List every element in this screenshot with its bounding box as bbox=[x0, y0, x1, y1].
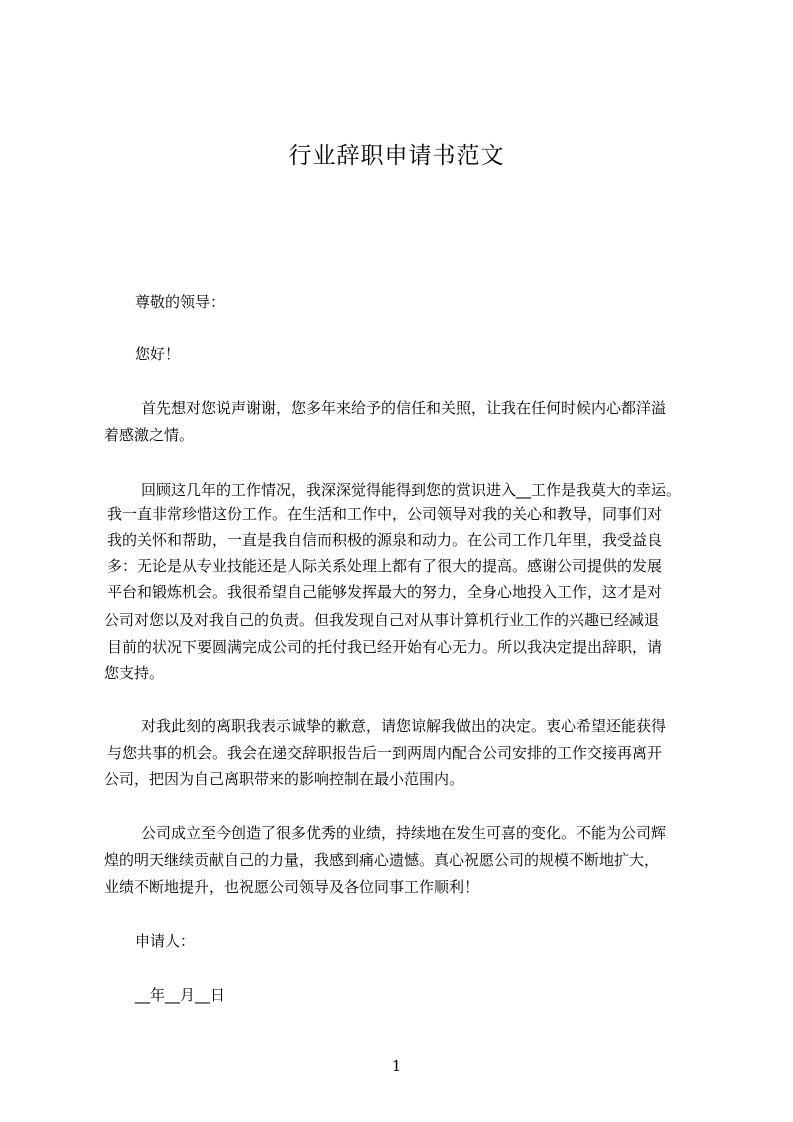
paragraph-2-line-8: 您支持。 bbox=[104, 664, 165, 682]
paragraph-4-line-3: 业绩不断地提升，也祝愿公司领导及各位同事工作顺利！ bbox=[104, 878, 480, 896]
paragraph-3-line-3: 公司，把因为自己离职带来的影响控制在最小范围内。 bbox=[104, 770, 465, 788]
date-line: __年__月__日 bbox=[135, 986, 226, 1004]
document-title: 行业辞职申请书范文 bbox=[288, 143, 505, 169]
page-number: 1 bbox=[391, 1057, 402, 1075]
paragraph-2-line-5: 平台和锻炼机会。我很希望自己能够发挥最大的努力，全身心地投入工作，这才是对 bbox=[107, 583, 663, 601]
applicant-label: 申请人： bbox=[135, 932, 196, 950]
paragraph-1-line-2: 着感激之情。 bbox=[104, 426, 195, 444]
paragraph-4-line-1: 公司成立至今创造了很多优秀的业绩，持续地在发生可喜的变化。不能为公司辉 bbox=[141, 824, 667, 842]
paragraph-2-line-4: 多：无论是从专业技能还是人际关系处理上都有了很大的提高。感谢公司提供的发展 bbox=[107, 557, 663, 575]
paragraph-2-line-6: 公司对您以及对我自己的负责。但我发现自己对从事计算机行业工作的兴趣已经减退 bbox=[104, 611, 660, 629]
paragraph-2-line-2: 我一直非常珍惜这份工作。在生活和工作中，公司领导对我的关心和教导，同事们对 bbox=[107, 505, 663, 523]
paragraph-1-line-1: 首先想对您说声谢谢，您多年来给予的信任和关照，让我在任何时候内心都洋溢 bbox=[141, 399, 667, 417]
paragraph-2-line-3: 我的关怀和帮助，一直是我自信而积极的源泉和动力。在公司工作几年里，我受益良 bbox=[107, 531, 663, 549]
greeting: 您好！ bbox=[135, 345, 181, 363]
paragraph-3-line-2: 与您共事的机会。我会在递交辞职报告后一到两周内配合公司安排的工作交接再离开 bbox=[107, 744, 663, 762]
paragraph-2-line-1: 回顾这几年的工作情况，我深深觉得能得到您的赏识进入__工作是我莫大的幸运。 bbox=[141, 481, 682, 499]
paragraph-4-line-2: 煌的明天继续贡献自己的力量，我感到痛心遗憾。真心祝愿公司的规模不断地扩大， bbox=[104, 851, 660, 869]
paragraph-2-line-7: 目前的状况下要圆满完成公司的托付我已经开始有心无力。所以我决定提出辞职，请 bbox=[107, 638, 663, 656]
salutation: 尊敬的领导： bbox=[135, 293, 226, 311]
paragraph-3-line-1: 对我此刻的离职我表示诚挚的歉意，请您谅解我做出的决定。衷心希望还能获得 bbox=[141, 717, 667, 735]
